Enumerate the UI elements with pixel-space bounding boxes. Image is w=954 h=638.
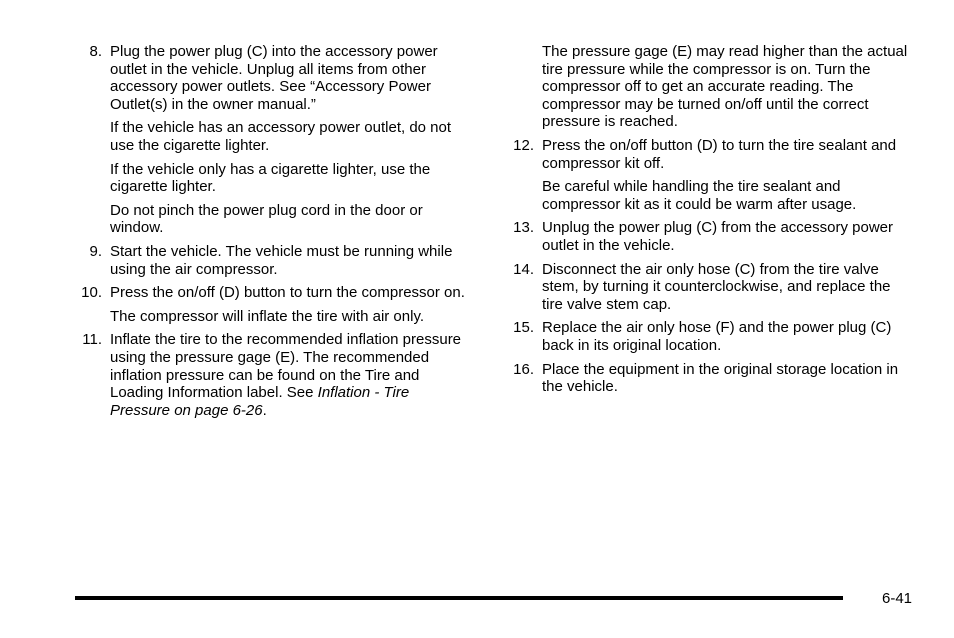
step-number: 11.	[82, 331, 102, 349]
step-15	[508, 319, 912, 354]
step-8-note-3: Do not pinch the power plug cord in the door or window.	[110, 201, 423, 237]
step-number: 10.	[81, 284, 102, 302]
step-16	[508, 361, 912, 396]
step-8	[76, 43, 468, 113]
step-13	[508, 219, 912, 254]
step-8-note-1: If the vehicle has an accessory power outlet, do not use the cigarette lighter.	[110, 119, 452, 154]
step-text-end: .	[262, 401, 267, 419]
step-10-note-1: The compressor will inflate the tire with air only.	[110, 307, 425, 325]
step-8-note-2: If the vehicle only has a cigarette lighter, use the cigarette lighter.	[110, 160, 431, 196]
step-11-continued: The pressure gage (E) may read higher than the actual tire pressure while the compressor is on. Turn the compressor off to get an accurate reading. The compressor may be turned on/off until the correct pressure is reached.	[542, 43, 908, 131]
step-number: 14.	[513, 260, 534, 278]
footer-rule	[75, 596, 843, 600]
right-column	[508, 43, 912, 396]
step-number: 13.	[513, 219, 534, 237]
step-number: 12.	[513, 136, 534, 154]
step-text: Plug the power plug (C) into the accessory power outlet in the vehicle. Unplug all items from other accessory power outlets. See “Accessory Power Outlet(s) in the owner manual.”	[110, 43, 438, 113]
step-number: 15.	[513, 319, 534, 337]
step-number: 16.	[513, 360, 534, 378]
left-column	[76, 43, 468, 419]
step-14	[508, 261, 912, 314]
step-text: Press the on/off (D) button to turn the compressor on.	[110, 284, 465, 302]
step-text: Unplug the power plug (C) from the accessory power outlet in the vehicle.	[542, 219, 893, 254]
page-number: 6-41	[882, 590, 913, 607]
step-9	[76, 243, 468, 278]
step-text: Start the vehicle. The vehicle must be running while using the air compressor.	[110, 242, 453, 278]
step-number: 9.	[89, 242, 102, 260]
step-12	[508, 137, 912, 172]
step-10	[76, 284, 468, 302]
step-text: Disconnect the air only hose (C) from the tire valve stem, by turning it counterclockwise, and replace the tire valve stem cap.	[542, 260, 891, 313]
step-11	[76, 331, 468, 419]
cross-reference-link[interactable]: Inflation - Tire Pressure on page 6-26	[110, 384, 410, 419]
step-text	[110, 331, 468, 419]
step-text: Place the equipment in the original storage location in the vehicle.	[542, 360, 899, 396]
step-12-note-1: Be careful while handling the tire sealant and compressor kit as it could be warm after usage.	[542, 178, 857, 213]
step-number: 8.	[89, 43, 102, 60]
step-text: Press the on/off button (D) to turn the tire sealant and compressor kit off.	[542, 136, 897, 172]
step-text: Replace the air only hose (F) and the power plug (C) back in its original location.	[542, 319, 892, 354]
step-text-main: Inflate the tire to the recommended inflation pressure using the pressure gage (E). The recommended inflation pressure can be found on the Tire and Loading Information label. See	[110, 331, 462, 402]
